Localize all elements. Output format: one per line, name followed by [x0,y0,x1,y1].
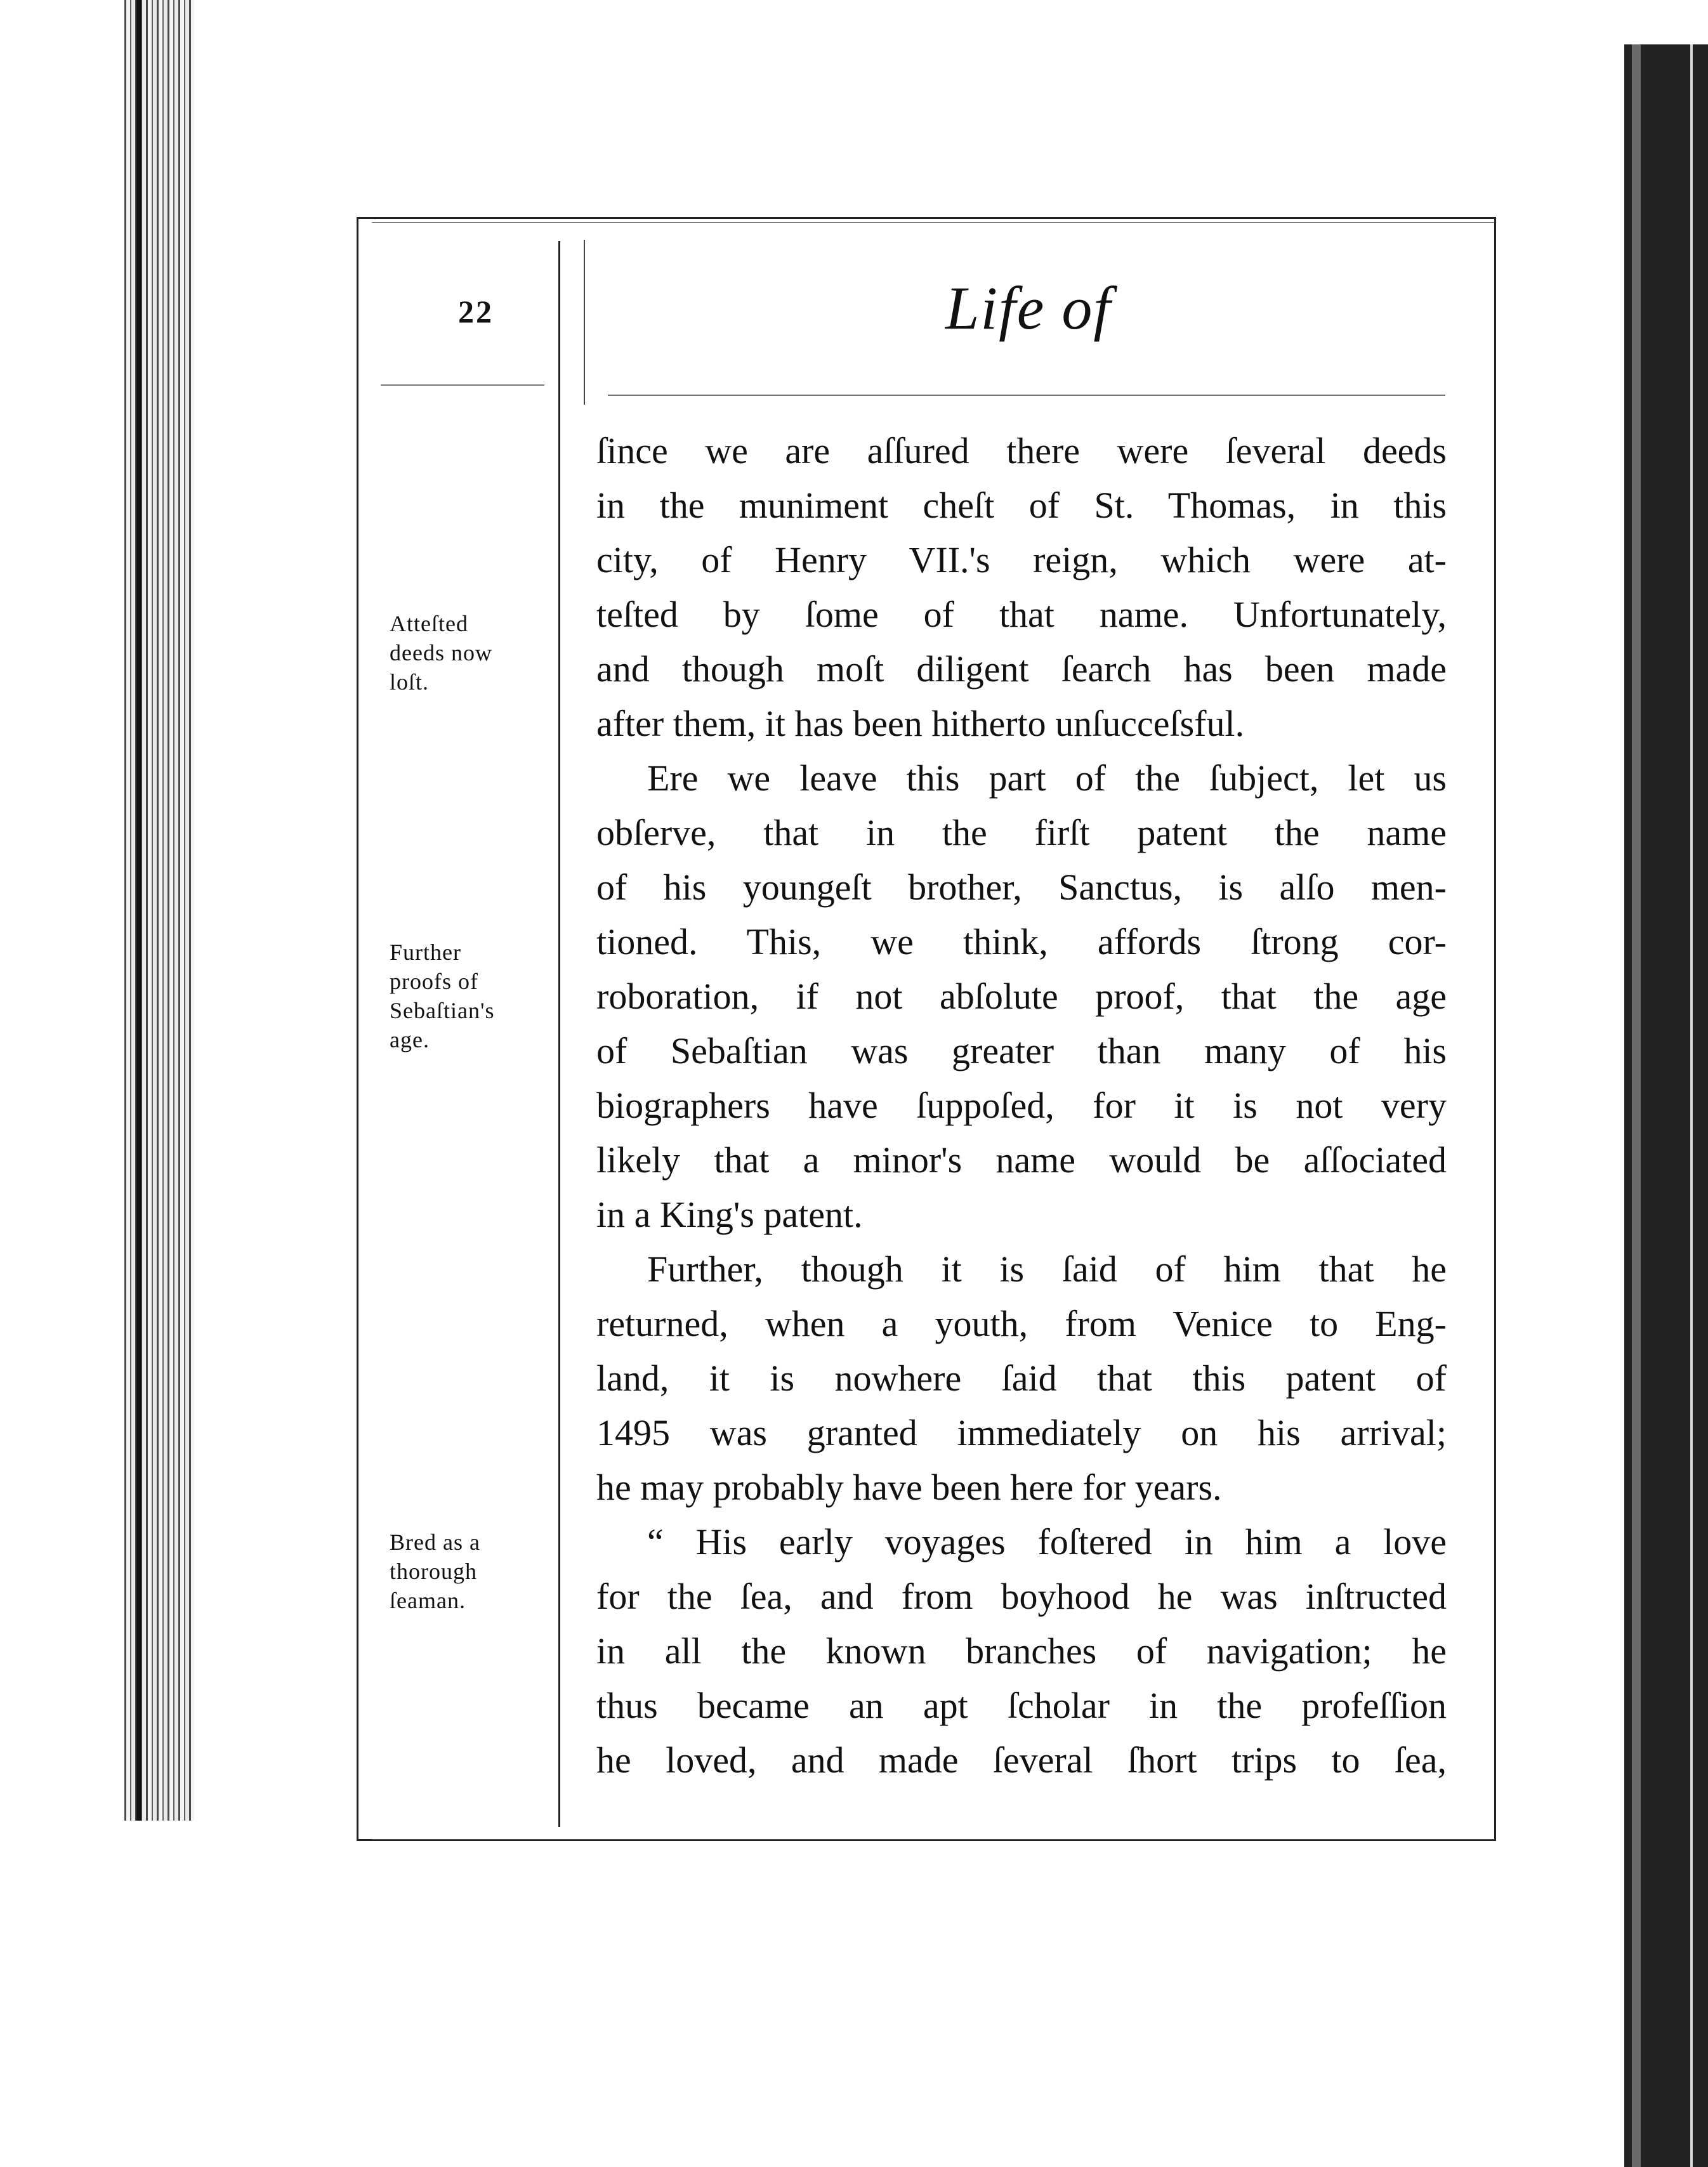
page-number: 22 [458,294,494,329]
body-line: in the muniment cheſt of St. Thomas, in this [596,485,1447,526]
body-line: “ His early voyages foſtered in him a love [647,1521,1447,1562]
body-line: of his youngeſt brother, Sanctus, is alſo men- [596,867,1447,908]
header-rule-right [608,395,1445,396]
margin-note-further-proofs [390,938,542,1054]
body-line: in a King's patent. [596,1194,863,1235]
margin-note-bred-seaman [390,1528,542,1615]
body-line: Further, though it is ſaid of him that he [647,1248,1447,1290]
body-line: he may probably have been here for years. [596,1467,1222,1508]
margin-note-line: Sebaſtian's [390,998,495,1023]
body-line: obſerve, that in the firſt patent the name [596,812,1447,853]
body-line: of Sebaſtian was greater than many of his [596,1030,1447,1071]
body-line: and though moſt diligent ſearch has been made [596,648,1447,690]
body-line: for the ſea, and from boyhood he was inſtructed [596,1576,1447,1617]
running-head: Life of [945,274,1112,342]
header-column-rule [584,240,585,405]
margin-note-line: age. [390,1027,430,1052]
margin-note-attested-deeds [390,609,542,697]
body-line: after them, it has been hitherto unſucceſsful. [596,703,1245,744]
body-line: in all the known branches of navigation; he [596,1630,1447,1672]
body-line: ſince we are aſſured there were ſeveral deeds [596,430,1447,471]
header-rule-left [381,384,544,386]
body-line: 1495 was granted immediately on his arrival; [596,1412,1447,1453]
body-line: biographers have ſuppoſed, for it is not very [596,1085,1447,1126]
body-line: teſted by ſome of that name. Unfortunately, [596,594,1447,635]
binding-shadow [136,0,141,1840]
margin-column-rule [558,241,560,1827]
facing-page-edge-line [1690,44,1693,2167]
body-text [596,424,1447,1788]
body-line: roboration, if not abſolute proof, that the age [596,976,1447,1017]
margin-note-line: proofs of [390,969,478,994]
body-line: Ere we leave this part of the ſubject, let us [647,757,1447,799]
page-bottom-margin [102,1821,1688,2167]
margin-note-line: deeds now [390,640,492,665]
margin-note-line: thorough [390,1559,477,1584]
body-line: tioned. This, we think, affords ſtrong cor- [596,921,1447,962]
body-line: returned, when a youth, from Venice to Eng- [596,1303,1447,1344]
margin-note-line: loſt. [390,669,430,695]
body-line: likely that a minor's name would be aſſociated [596,1139,1447,1181]
margin-note-line: Bred as a [390,1529,480,1555]
body-line: city, of Henry VII.'s reign, which were at- [596,539,1447,580]
margin-note-line: Further [390,939,461,965]
body-line: he loved, and made ſeveral ſhort trips to ſea, [596,1739,1447,1781]
margin-note-line: Atteſted [390,611,468,636]
page-stack-edge [124,0,194,1827]
body-line: land, it is nowhere ſaid that this patent of [596,1358,1447,1399]
facing-page-edge-highlight [1632,44,1641,2167]
body-line: thus became an apt ſcholar in the profeſſion [596,1685,1447,1726]
margin-note-line: ſeaman. [390,1588,466,1613]
